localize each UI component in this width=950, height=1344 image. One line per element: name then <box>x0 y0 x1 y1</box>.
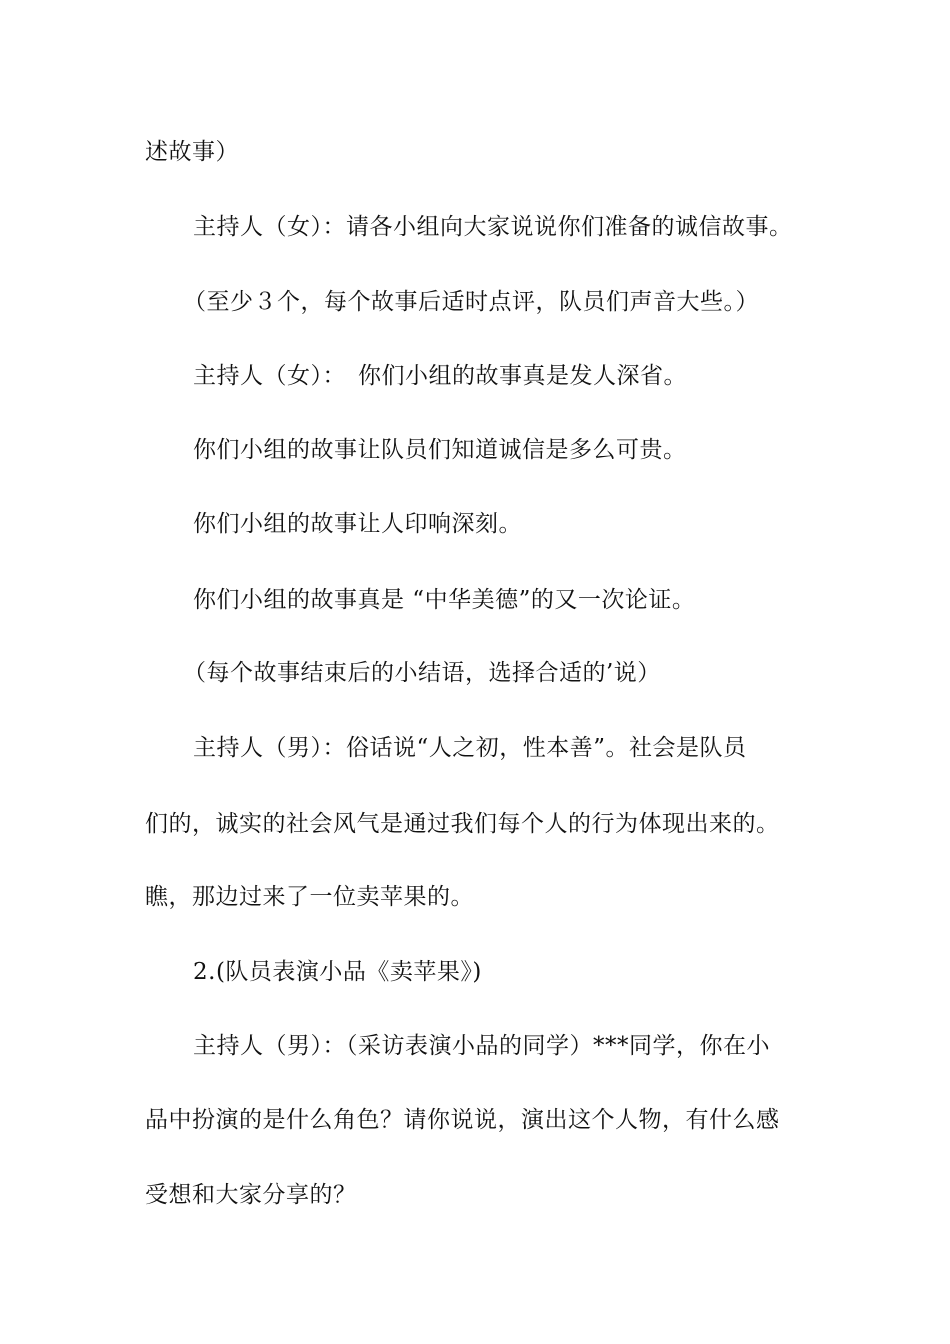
paragraph-line: （每个故事结束后的小结语，选择合适的’说） <box>183 660 661 686</box>
paragraph-line: 主持人（男）：（采访表演小品的同学）***同学，你在小 <box>193 1033 770 1059</box>
paragraph-line: 你们小组的故事让队员们知道诚信是多么可贵。 <box>193 437 687 463</box>
paragraph-line: 你们小组的故事真是 “中华美德”的又一次论证。 <box>193 587 696 613</box>
paragraph-line: 你们小组的故事让人印响深刻。 <box>193 511 522 537</box>
paragraph-line: 主持人（女）：请各小组向大家说说你们准备的诚信故事。 <box>193 214 793 240</box>
paragraph-line: 瞧，那边过来了一位卖苹果的。 <box>145 884 474 910</box>
paragraph-line: 主持人（女）： 你们小组的故事真是发人深省。 <box>193 363 687 389</box>
paragraph-line: 品中扮演的是什么角色？请你说说，演出这个人物，有什么感 <box>145 1107 780 1133</box>
paragraph-line: （至少３个，每个故事后适时点评，队员们声音大些。） <box>183 289 759 315</box>
paragraph-line: 主持人（男）：俗话说“人之初，性本善”。社会是队员 <box>193 735 747 761</box>
paragraph-line: 受想和大家分享的？ <box>145 1182 357 1208</box>
list-item: 2.(队员表演小品《卖苹果》) <box>193 959 482 985</box>
paragraph-line: 述故事） <box>145 139 239 165</box>
paragraph-line: 们的，诚实的社会风气是通过我们每个人的行为体现出来的。 <box>145 811 780 837</box>
